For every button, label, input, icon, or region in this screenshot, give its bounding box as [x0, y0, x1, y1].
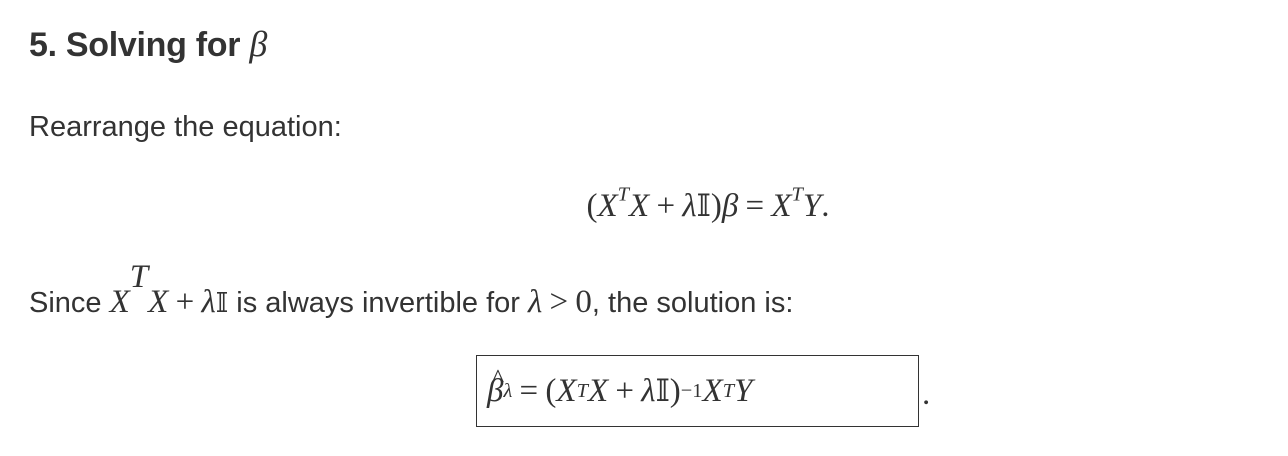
eq2-x1: X [556, 372, 577, 409]
eq2-beta-hat: ^ β [487, 373, 503, 410]
eq1-lambda: λ [682, 188, 697, 224]
p2-x2: X [148, 283, 169, 320]
eq1-x2: X [629, 188, 650, 224]
p2-gt: > [549, 283, 569, 320]
eq2-x2: X [587, 372, 609, 409]
eq2-y: Y [734, 372, 753, 409]
eq2-identity: 𝕀 [655, 373, 670, 409]
p2-lambda1: λ [201, 283, 216, 320]
p2-suffix: , the solution is: [591, 286, 794, 319]
eq2-rparen: ) [669, 372, 681, 409]
p2-lambda2: λ [528, 283, 543, 320]
eq2-equals: = [519, 372, 539, 409]
eq2-period: . [922, 376, 931, 412]
rearrange-paragraph: Rearrange the equation: [29, 111, 342, 143]
eq2-plus: + [615, 372, 635, 409]
eq1-period: . [821, 188, 830, 224]
eq2-x3: X [702, 372, 723, 409]
p2-identity: 𝕀 [215, 287, 229, 319]
eq2-lparen: ( [545, 372, 557, 409]
p2-middle: is always invertible for [228, 286, 528, 319]
eq1-beta: β [721, 188, 739, 224]
p2-zero: 0 [575, 283, 592, 320]
eq1-transpose2: T [791, 183, 803, 206]
eq1-identity: 𝕀 [696, 189, 711, 224]
eq1-y: Y [802, 188, 822, 224]
eq1-x1: X [597, 188, 618, 224]
heading-beta-symbol: β [249, 24, 267, 64]
heading-text: 5. Solving for [29, 26, 250, 64]
p2-plus: + [175, 283, 195, 320]
p2-transpose: T [129, 259, 149, 295]
section-heading [29, 23, 267, 65]
solution-equation-box: ^ β λ = ( X T X + λ 𝕀 ) −1 X T Y [476, 355, 919, 427]
eq2-lambda: λ [641, 372, 656, 409]
eq1-equals: = [745, 188, 765, 224]
p2-x1: X [109, 283, 130, 320]
normal-equation [0, 183, 1288, 225]
invertibility-paragraph [29, 259, 794, 321]
eq1-x3: X [771, 188, 792, 224]
eq1-transpose1: T [617, 183, 630, 206]
eq1-rparen: ) [710, 188, 722, 224]
eq1-plus: + [656, 188, 676, 224]
eq1-lparen: ( [586, 188, 598, 224]
p2-prefix: Since [29, 286, 110, 319]
